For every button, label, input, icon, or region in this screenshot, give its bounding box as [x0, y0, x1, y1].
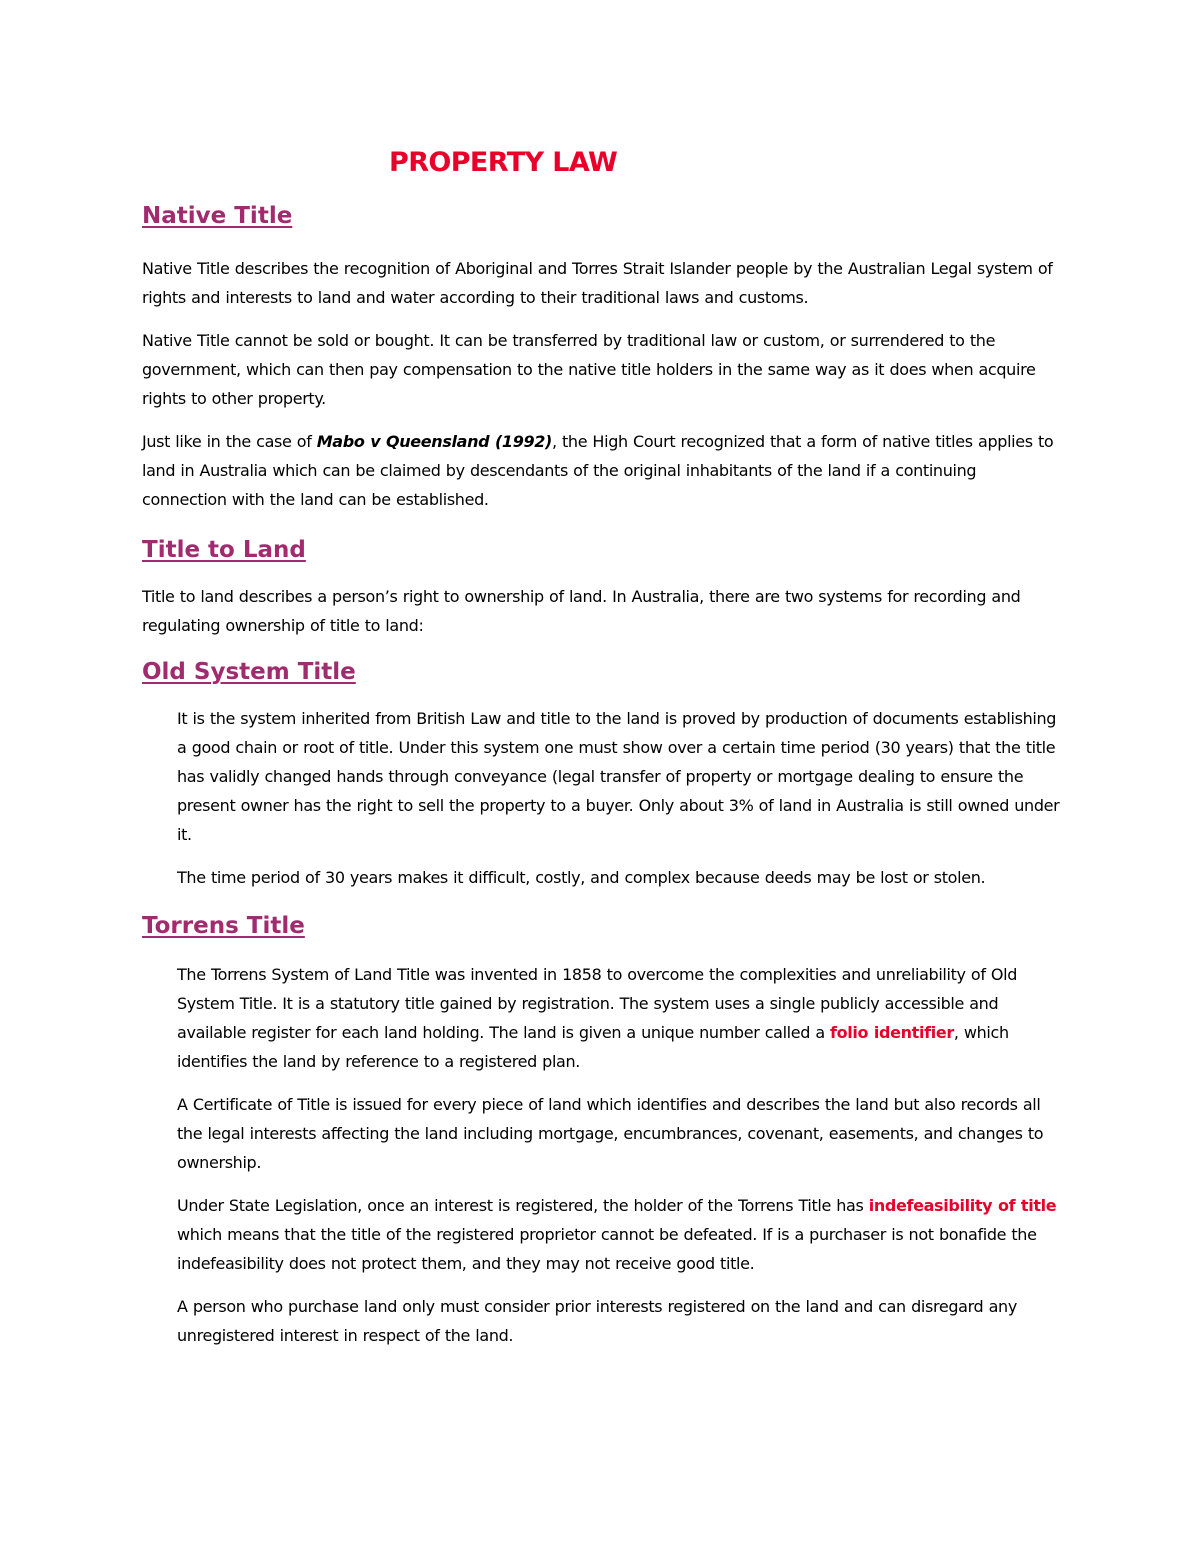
- torrens-p1-after: , which identifies the land by reference to a registered plan.: [177, 1023, 1009, 1071]
- torrens-p3-before: Under State Legislation, once an interest is registered, the holder of the Torrens Title has: [177, 1196, 869, 1215]
- torrens-paragraph-1: [142, 960, 1062, 1076]
- heading-title-to-land: Title to Land: [142, 537, 306, 563]
- heading-torrens-title: Torrens Title: [142, 913, 305, 939]
- torrens-p3-after: which means that the title of the registered proprietor cannot be defeated. If is a purchaser is not bonafide the indefeasibility does not protect them, and they may not receive good title.: [177, 1225, 1037, 1273]
- torrens-paragraph-3: [142, 1191, 1062, 1278]
- heading-native-title: Native Title: [142, 203, 293, 229]
- document-title-text: PROPERTY LAW: [389, 147, 618, 178]
- torrens-paragraph-2: A Certificate of Title is issued for every piece of land which identifies and describes the land but also records all the legal interests affecting the land including mortgage, encumbrances, covenant, easements, and changes to ownership.: [177, 1095, 1044, 1172]
- term-indefeasibility-of-title: indefeasibility of title: [868, 1196, 1057, 1215]
- torrens-p1-before: The Torrens System of Land Title was invented in 1858 to overcome the complexities and unreliability of Old System Title. It is a statutory title gained by registration. The system uses a single publicly accessible and available register for each land holding. The land is given a unique number called a: [177, 965, 1018, 1042]
- native-title-paragraph-1: Native Title describes the recognition of Aboriginal and Torres Strait Islander people by the Australian Legal system of rights and interests to land and water according to their traditional laws and customs.: [142, 259, 1053, 307]
- native-title-p3-after: , the High Court recognized that a form of native titles applies to land in Australia which can be claimed by descendants of the original inhabitants of the land if a continuing connection with the land can be established.: [142, 432, 1054, 509]
- old-system-paragraph-1: It is the system inherited from British Law and title to the land is proved by production of documents establishing a good chain or root of title. Under this system one must show over a certain time period (30 years) that the title has validly changed hands through conveyance (legal transfer of property or mortgage dealing to ensure the present owner has the right to sell the property to a buyer. Only about 3% of land in Australia is still owned under it.: [177, 709, 1060, 844]
- old-system-paragraph-2: The time period of 30 years makes it difficult, costly, and complex because deeds may be lost or stolen.: [177, 868, 986, 887]
- torrens-paragraph-4: A person who purchase land only must consider prior interests registered on the land and can disregard any unregistered interest in respect of the land.: [177, 1297, 1017, 1345]
- term-folio-identifier: folio identifier: [830, 1023, 954, 1042]
- heading-old-system-title: Old System Title: [142, 659, 356, 685]
- native-title-p3-before: Just like in the case of: [142, 432, 317, 451]
- native-title-paragraph-2: Native Title cannot be sold or bought. It can be transferred by traditional law or custom, or surrendered to the government, which can then pay compensation to the native title holders in the same way as it does when acquire rights to other property.: [142, 331, 1036, 408]
- document-body: [142, 200, 1062, 1350]
- case-citation: Mabo v Queensland (1992): [316, 432, 553, 451]
- native-title-paragraph-3: [142, 427, 1062, 514]
- title-to-land-paragraph-1: Title to land describes a person’s right to ownership of land. In Australia, there are two systems for recording and regulating ownership of title to land:: [142, 587, 1021, 635]
